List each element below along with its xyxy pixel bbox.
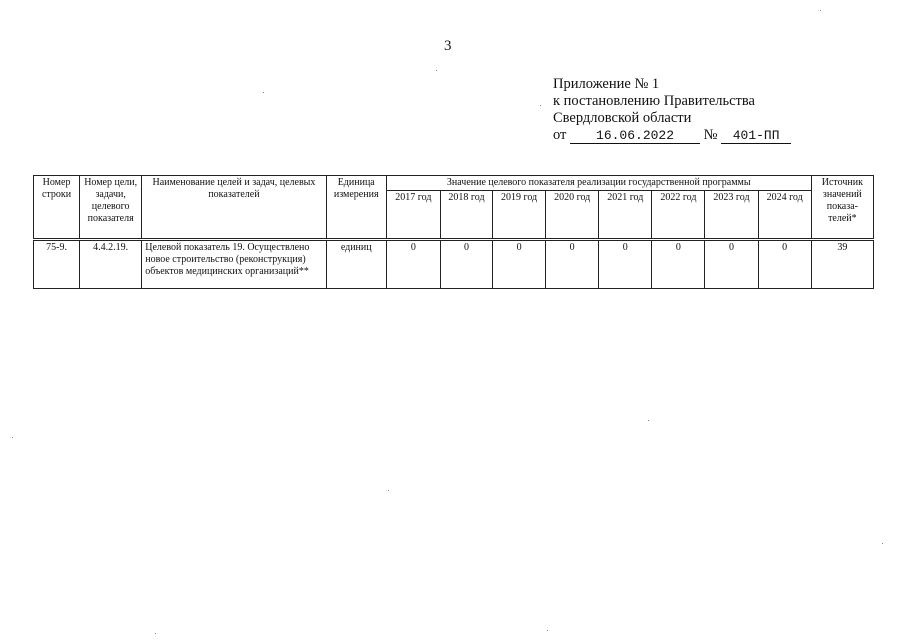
header-year: 2018 год bbox=[440, 191, 492, 239]
appendix-resolution: к постановлению Правительства bbox=[553, 93, 755, 109]
indicator-name-cell: Целевой показатель 19. Осуществлено новое строительство (реконструкция) объектов медицинских организаций** bbox=[142, 241, 326, 289]
indicators-table bbox=[33, 175, 874, 289]
scan-speck bbox=[540, 105, 541, 106]
unit-cell: единиц bbox=[326, 241, 386, 289]
scan-speck bbox=[263, 92, 264, 93]
value-cell: 0 bbox=[758, 241, 811, 289]
header-year: 2019 год bbox=[493, 191, 546, 239]
value-cell: 0 bbox=[652, 241, 705, 289]
scan-speck bbox=[436, 70, 437, 71]
scan-speck bbox=[648, 420, 649, 421]
header-year: 2021 год bbox=[599, 191, 652, 239]
row-number-cell: 75-9. bbox=[34, 241, 80, 289]
value-cell: 0 bbox=[705, 241, 758, 289]
header-name: Наименование целей и задач, целевых показателей bbox=[142, 176, 326, 239]
header-year: 2022 год bbox=[652, 191, 705, 239]
appendix-date-line bbox=[553, 127, 791, 144]
header-value-group: Значение целевого показателя реализации государственной программы bbox=[386, 176, 811, 191]
header-year: 2017 год bbox=[386, 191, 440, 239]
value-cell: 0 bbox=[546, 241, 599, 289]
scan-speck bbox=[882, 543, 883, 544]
value-cell: 0 bbox=[599, 241, 652, 289]
header-row bbox=[34, 176, 874, 191]
header-unit: Единица измерения bbox=[326, 176, 386, 239]
value-cell: 0 bbox=[440, 241, 492, 289]
resolution-date: 16.06.2022 bbox=[570, 129, 700, 144]
header-row-number: Номер строки bbox=[34, 176, 80, 239]
value-cell: 0 bbox=[493, 241, 546, 289]
header-year: 2024 год bbox=[758, 191, 811, 239]
resolution-number: 401-ПП bbox=[721, 129, 791, 144]
scan-speck bbox=[388, 490, 389, 491]
appendix-title: Приложение № 1 bbox=[553, 76, 660, 92]
from-label: от bbox=[553, 127, 567, 143]
header-source: Источник значений показа-телей* bbox=[811, 176, 873, 239]
header-goal-number: Номер цели, задачи, целевого показателя bbox=[80, 176, 142, 239]
source-cell: 39 bbox=[811, 241, 873, 289]
header-year: 2020 год bbox=[546, 191, 599, 239]
page-number: 3 bbox=[444, 38, 452, 54]
scan-speck bbox=[155, 633, 156, 634]
scan-speck bbox=[12, 437, 13, 438]
number-label: № bbox=[703, 127, 718, 143]
scan-speck bbox=[547, 630, 548, 631]
table-row bbox=[34, 241, 874, 289]
header-year: 2023 год bbox=[705, 191, 758, 239]
appendix-region: Свердловской области bbox=[553, 110, 692, 126]
goal-number-cell: 4.4.2.19. bbox=[80, 241, 142, 289]
value-cell: 0 bbox=[386, 241, 440, 289]
appendix-header bbox=[553, 76, 791, 144]
scan-speck bbox=[820, 10, 821, 11]
